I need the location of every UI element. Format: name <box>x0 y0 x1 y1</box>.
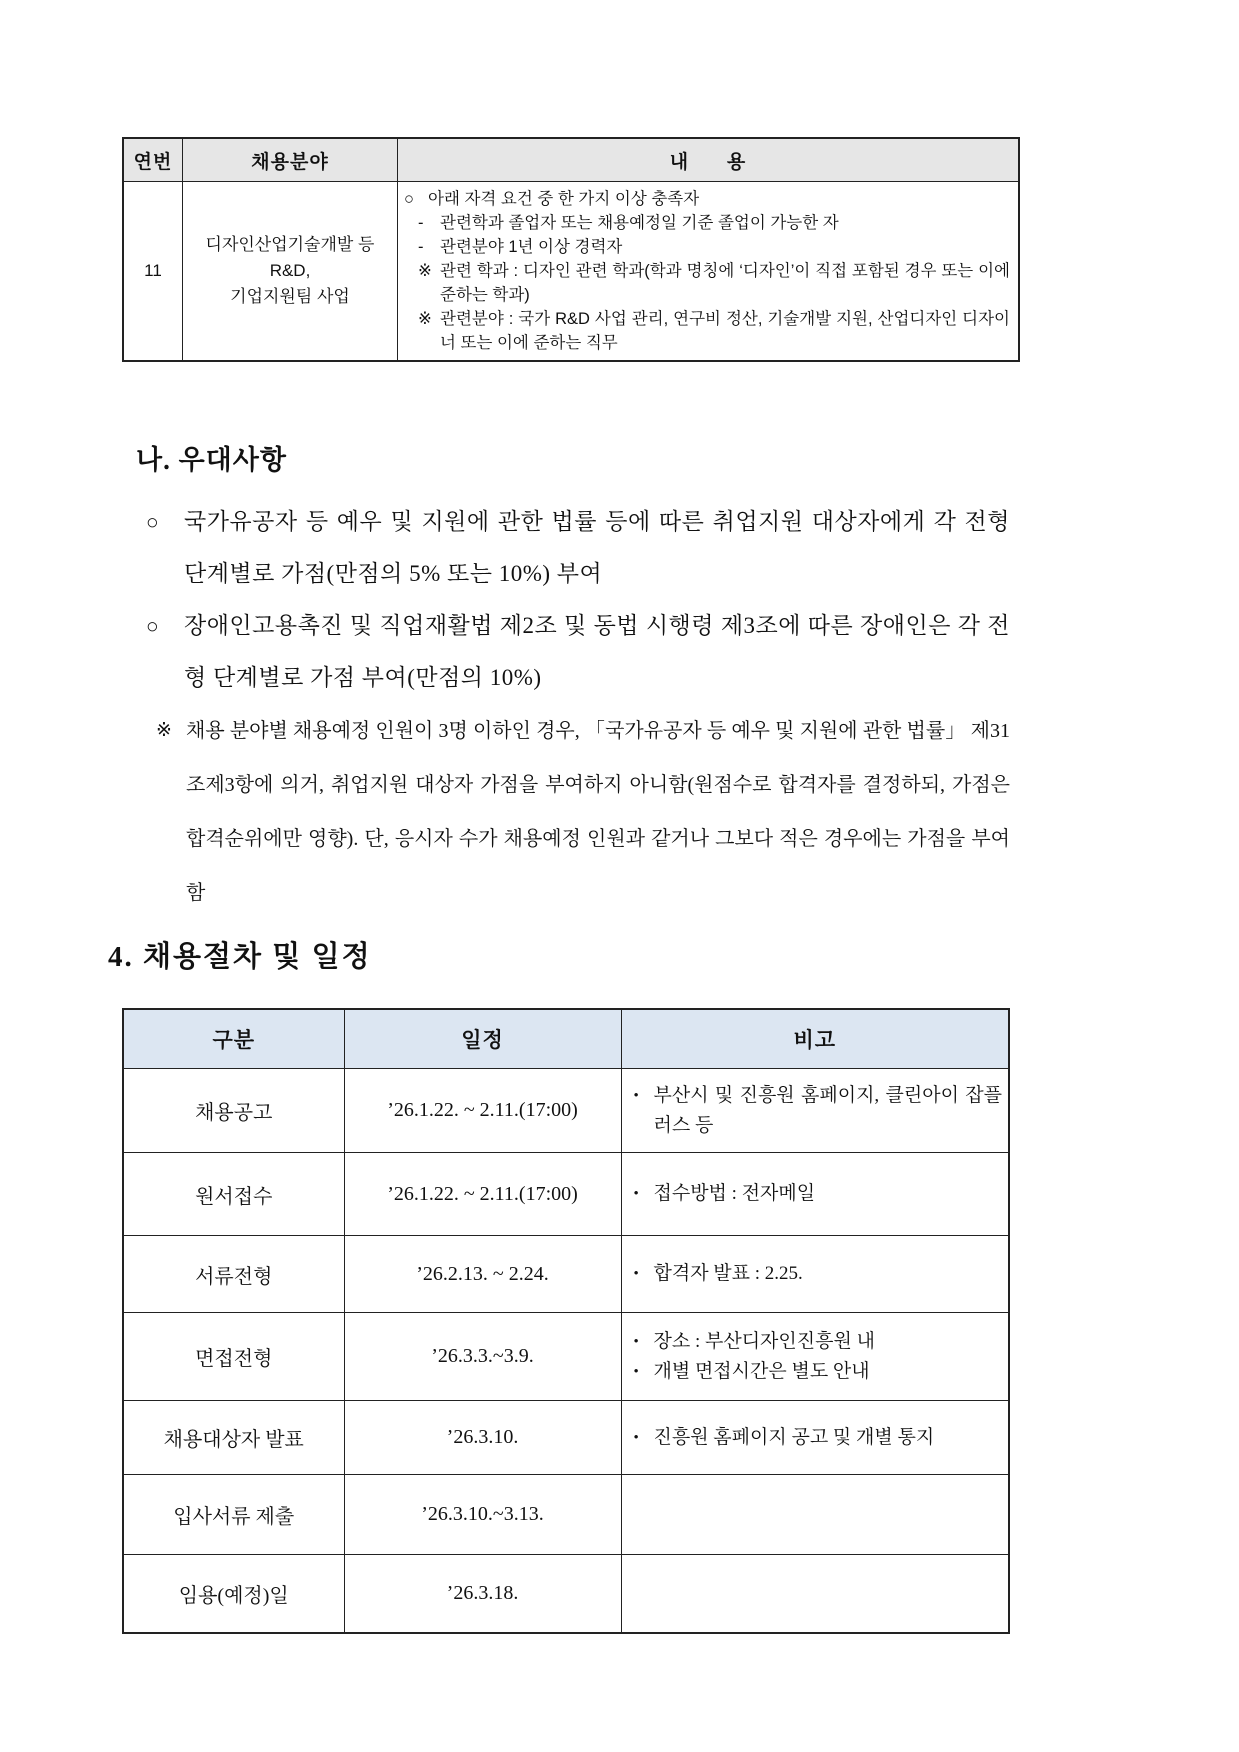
qualification-table-header-row <box>123 138 1019 182</box>
dot-bullet-marker: • <box>633 1363 639 1380</box>
note-text: 합격자 발표 : 2.25. <box>653 1263 803 1284</box>
schedule-table-header-row <box>123 1009 1009 1069</box>
note-line <box>634 1081 1003 1141</box>
section-title-schedule: 4. 채용절차 및 일정 <box>108 941 372 973</box>
preference-bullet-text: 국가유공자 등 예우 및 지원에 관한 법률 등에 따른 취업지원 대상자에게 각 전형 단계별로 가점(만점의 5% 또는 10%) 부여 <box>184 509 1010 586</box>
reference-mark: ※ <box>418 262 432 280</box>
circle-bullet-marker: ○ <box>146 510 159 534</box>
sched-cell-note <box>621 1555 1009 1633</box>
note-line <box>634 1259 1003 1289</box>
qual-content-text: 관련학과 졸업자 또는 채용예정일 기준 졸업이 가능한 자 <box>440 214 839 232</box>
note-line <box>634 1327 1003 1357</box>
sched-cell-category: 채용공고 <box>123 1069 344 1153</box>
preference-note <box>156 704 1010 920</box>
note-text: 장소 : 부산디자인진흥원 내 <box>653 1330 875 1352</box>
schedule-row-appointment <box>123 1555 1009 1633</box>
preference-bullet-text: 장애인고용촉진 및 직업재활법 제2조 및 동법 시행령 제3조에 따른 장애인은 각 전형 단계별로 가점 부여(만점의 10%) <box>184 613 1010 690</box>
dot-bullet-marker: • <box>633 1429 639 1446</box>
qual-content-text: 관련분야 : 국가 R&D 사업 관리, 연구비 정산, 기술개발 지원, 산업디자인 디자이너 또는 이에 준하는 직무 <box>440 310 1010 352</box>
sched-header-category: 구분 <box>123 1009 344 1069</box>
qual-field-line: 디자인산업기술개발 등 <box>205 235 375 254</box>
qual-header-field: 채용분야 <box>183 138 398 182</box>
schedule-row-document-submission <box>123 1475 1009 1555</box>
sched-cell-category: 서류전형 <box>123 1236 344 1313</box>
qualification-table <box>122 137 1008 362</box>
sched-cell-note <box>621 1236 1009 1313</box>
dot-bullet-marker: • <box>633 1333 639 1350</box>
qual-content-text: 관련 학과 : 디자인 관련 학과(학과 명칭에 ‘디자인’이 직접 포함된 경우 또는 이에 준하는 학과) <box>440 262 1010 304</box>
qual-content-text: 관련분야 1년 이상 경력자 <box>440 238 623 256</box>
schedule-row-announcement <box>123 1069 1009 1153</box>
schedule-row-application <box>123 1153 1009 1236</box>
qual-field-line: R&D, <box>269 261 311 280</box>
qual-content-item <box>418 235 1010 259</box>
sched-header-schedule: 일정 <box>344 1009 621 1069</box>
qual-header-content: 내 용 <box>398 138 1020 182</box>
reference-mark: ※ <box>156 720 172 741</box>
qual-field-line: 기업지원팀 사업 <box>230 287 350 306</box>
dot-bullet-marker: • <box>633 1266 639 1282</box>
reference-mark: ※ <box>418 310 432 328</box>
sched-cell-schedule: ’26.1.22. ~ 2.11.(17:00) <box>344 1153 621 1236</box>
sched-cell-schedule: ’26.3.10.~3.13. <box>344 1475 621 1555</box>
sched-cell-note <box>621 1475 1009 1555</box>
qual-cell-field <box>183 182 398 362</box>
schedule-table <box>122 1008 1008 1634</box>
sched-cell-category: 입사서류 제출 <box>123 1475 344 1555</box>
sched-cell-schedule: ’26.1.22. ~ 2.11.(17:00) <box>344 1069 621 1153</box>
qual-content-item <box>404 187 1010 211</box>
dash-bullet-marker: - <box>418 214 424 232</box>
sched-cell-schedule: ’26.3.10. <box>344 1401 621 1475</box>
qual-content-text: 아래 자격 요건 중 한 가지 이상 충족자 <box>428 190 700 208</box>
qual-cell-no: 11 <box>123 182 183 362</box>
note-line <box>634 1423 1003 1453</box>
sched-cell-category: 채용대상자 발표 <box>123 1401 344 1475</box>
sched-cell-schedule: ’26.3.3.~3.9. <box>344 1313 621 1401</box>
sched-cell-schedule: ’26.3.18. <box>344 1555 621 1633</box>
note-text: 부산시 및 진흥원 홈페이지, 클린아이 잡플러스 등 <box>653 1084 1002 1136</box>
sched-header-note: 비고 <box>621 1009 1009 1069</box>
schedule-row-document-screening <box>123 1236 1009 1313</box>
preference-note-text: 채용 분야별 채용예정 인원이 3명 이하인 경우, 「국가유공자 등 예우 및 지원에 관한 법률」 제31조제3항에 의거, 취업지원 대상자 가점을 부여하지 아니함(원점수로 합격자를 결정하되, 가점은 합격순위에만 영향). 단, 응시자 수가 채용예정 인원과 같거나 그보다 적은 경우에는 가점을 부여함 <box>186 720 1010 904</box>
circle-bullet-marker: ○ <box>404 190 414 208</box>
sched-cell-category: 임용(예정)일 <box>123 1555 344 1633</box>
sched-cell-note <box>621 1401 1009 1475</box>
note-line <box>634 1357 1003 1387</box>
qual-content-item <box>418 307 1010 355</box>
qual-content-item <box>418 211 1010 235</box>
sched-cell-note <box>621 1153 1009 1236</box>
note-text: 개별 면접시간은 별도 안내 <box>653 1360 870 1382</box>
schedule-row-interview <box>123 1313 1009 1401</box>
preference-bullet-list <box>146 496 1010 704</box>
note-text: 진흥원 홈페이지 공고 및 개별 통지 <box>653 1426 935 1448</box>
qual-header-no: 연번 <box>123 138 183 182</box>
dash-bullet-marker: - <box>418 238 424 256</box>
sched-cell-note <box>621 1069 1009 1153</box>
sched-cell-schedule: ’26.2.13. ~ 2.24. <box>344 1236 621 1313</box>
note-text: 접수방법 : 전자메일 <box>653 1183 816 1204</box>
dot-bullet-marker: • <box>633 1186 639 1202</box>
preference-bullet <box>146 496 1010 600</box>
qual-cell-content <box>398 182 1020 362</box>
note-line <box>634 1179 1003 1209</box>
sched-cell-note <box>621 1313 1009 1401</box>
preference-bullet <box>146 600 1010 704</box>
qual-content-item <box>418 259 1010 307</box>
dot-bullet-marker: • <box>633 1087 639 1104</box>
sched-cell-category: 면접전형 <box>123 1313 344 1401</box>
sched-cell-category: 원서접수 <box>123 1153 344 1236</box>
qualification-table-row <box>123 182 1019 362</box>
circle-bullet-marker: ○ <box>146 614 159 638</box>
schedule-row-final-announcement <box>123 1401 1009 1475</box>
section-title-preference: 나. 우대사항 <box>136 445 287 475</box>
